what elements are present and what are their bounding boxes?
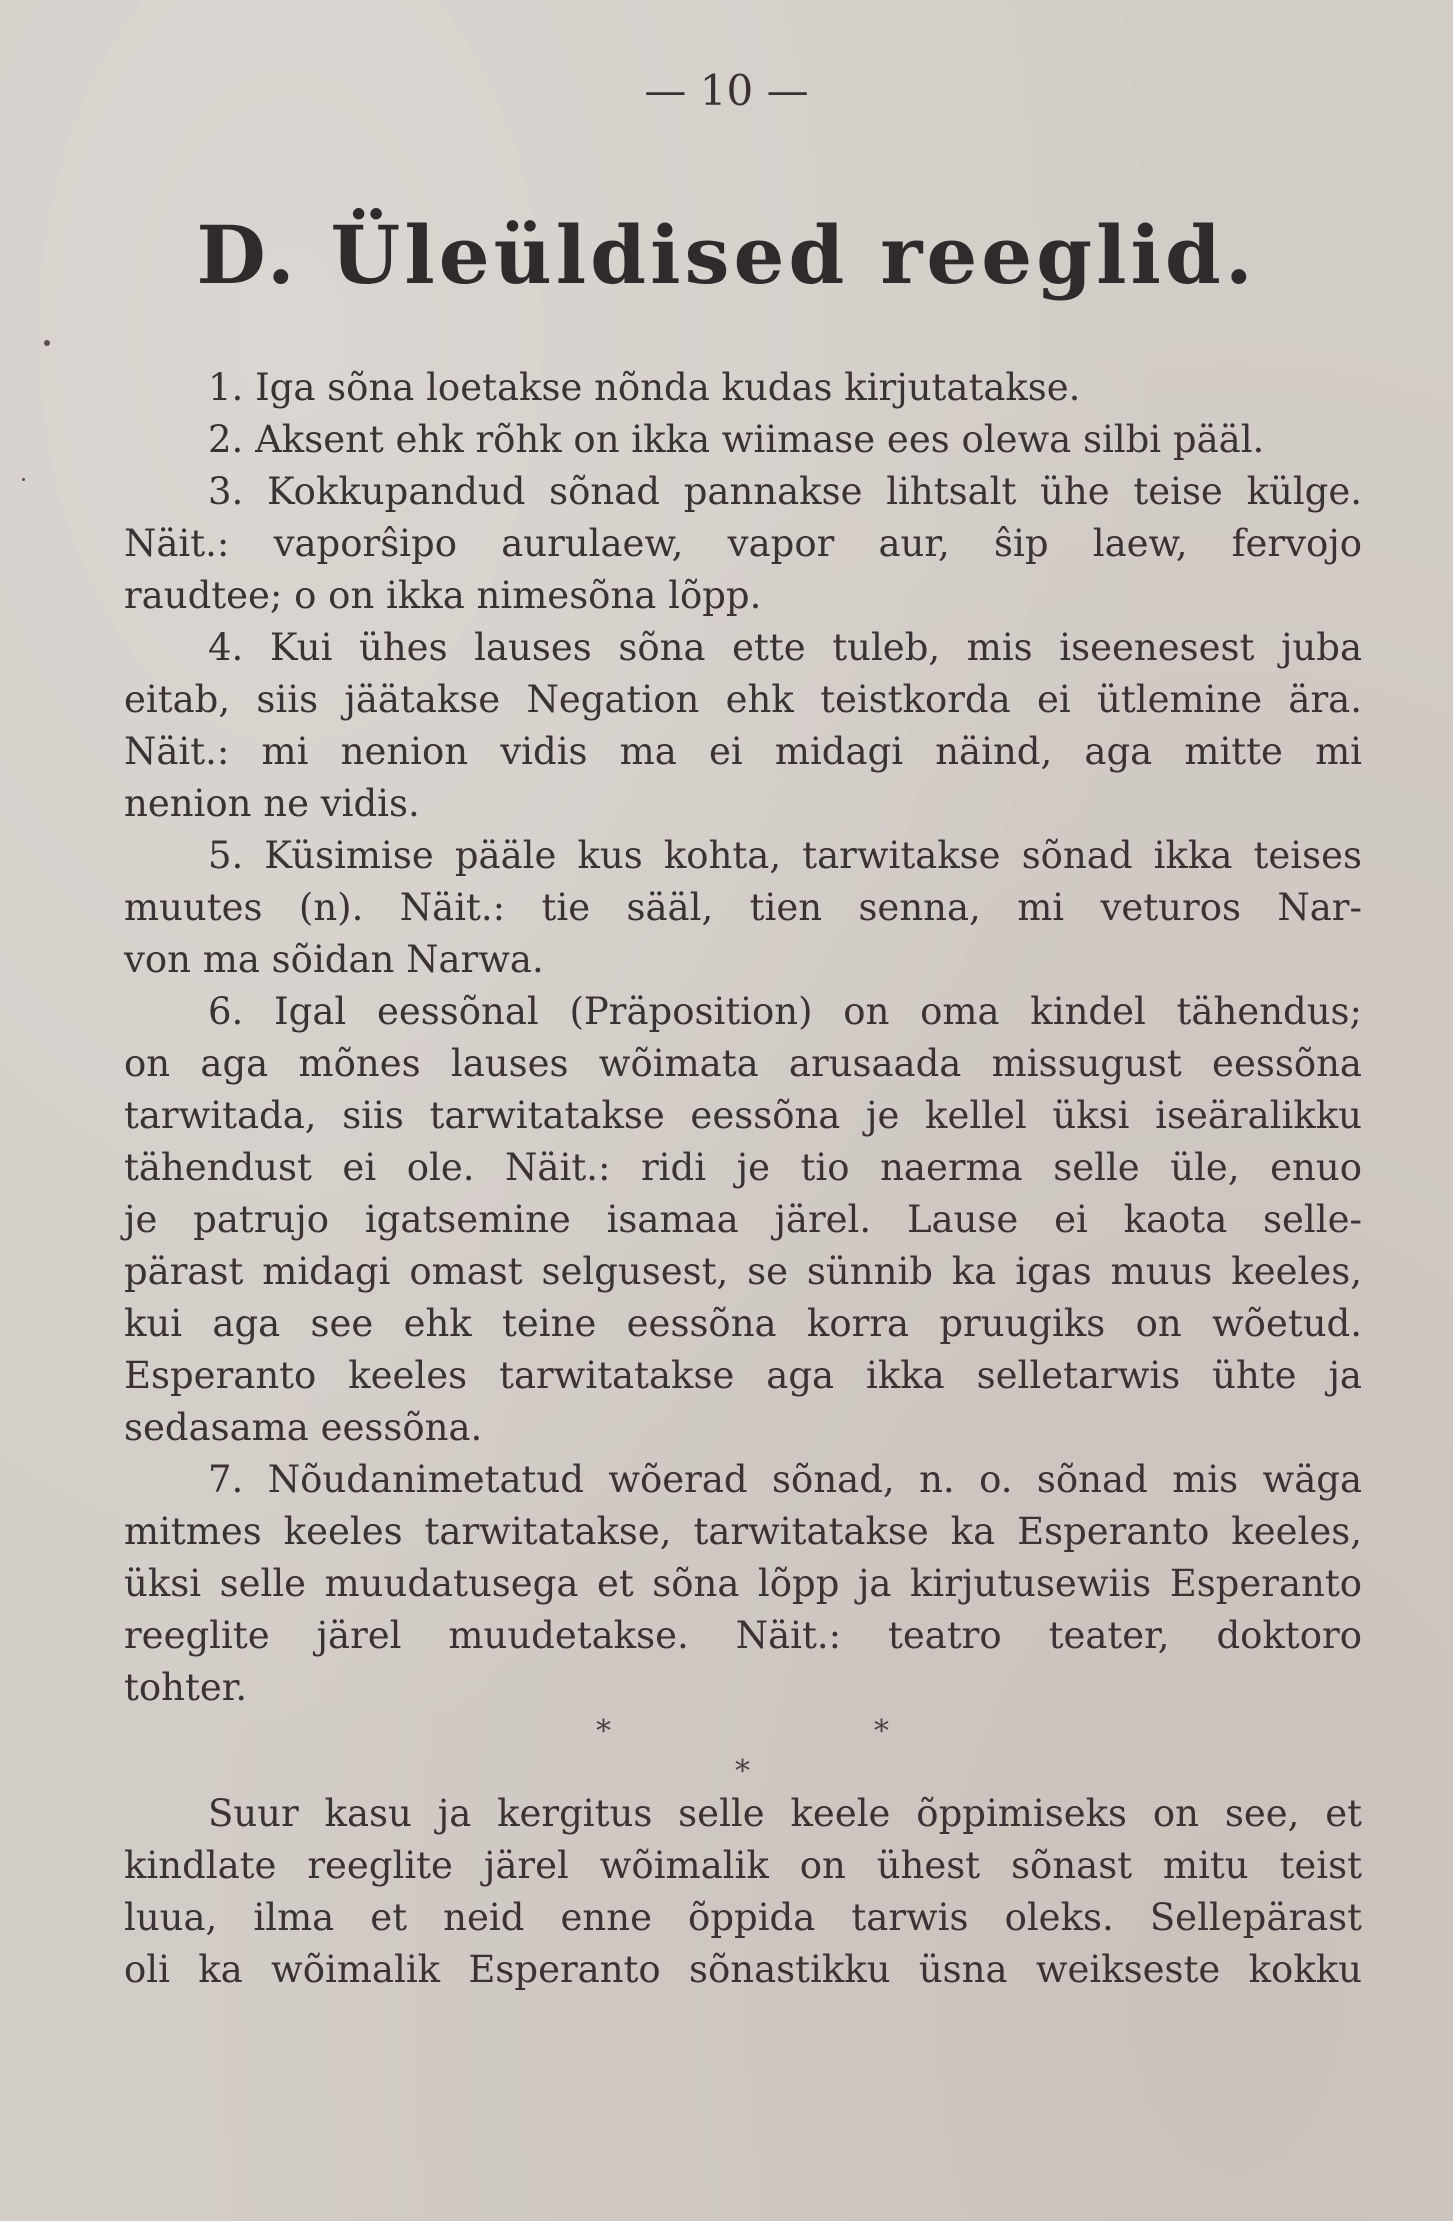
text-line: tohter.: [124, 1666, 248, 1709]
separator-asterisk: *: [596, 1714, 611, 1749]
text-line: nenion ne vidis.: [124, 782, 420, 825]
page-number: — 10 —: [644, 66, 809, 115]
rule-4: [124, 622, 1362, 830]
text-line: 5. Küsimise pääle kus kohta, tarwitakse sõnad ikka teises: [208, 834, 1362, 877]
text-line: eitab, siis jäätakse Negation ehk teistkorda ei ütlemine ära.: [124, 678, 1362, 721]
text-line: kui aga see ehk teine eessõna korra pruugiks on wõetud.: [124, 1302, 1362, 1345]
separator-asterisk: *: [874, 1714, 889, 1749]
text-line: oli ka wõimalik Esperanto sõnastikku üsna weikseste kokku: [124, 1948, 1362, 1991]
rule-1: [124, 362, 1362, 414]
text-line: raudtee; o on ikka nimesõna lõpp.: [124, 574, 762, 617]
text-line: 4. Kui ühes lauses sõna ette tuleb, mis iseenesest juba: [208, 626, 1362, 669]
text-line: 6. Igal eessõnal (Präposition) on oma kindel tähendus;: [208, 990, 1362, 1033]
text-line: 2. Aksent ehk rõhk on ikka wiimase ees olewa silbi pääl.: [208, 418, 1265, 461]
text-line: sedasama eessõna.: [124, 1406, 483, 1449]
text-line: Näit.: vaporŝipo aurulaew, vapor aur, ŝip laew, fervojo: [124, 522, 1362, 565]
text-line: tarwitada, siis tarwitatakse eessõna je kellel üksi iseäralikku: [124, 1094, 1362, 1137]
rule-6: [124, 986, 1362, 1454]
text-line: 7. Nõudanimetatud wõerad sõnad, n. o. sõnad mis wäga: [208, 1458, 1362, 1501]
text-line: pärast midagi omast selgusest, se sünnib ka igas muus keeles,: [124, 1250, 1362, 1293]
text-line: 3. Kokkupandud sõnad pannakse lihtsalt ühe teise külge.: [208, 470, 1362, 513]
text-line: reeglite järel muudetakse. Näit.: teatro teater, doktoro: [124, 1614, 1362, 1657]
rule-3: [124, 466, 1362, 622]
text-line: Suur kasu ja kergitus selle keele õppimiseks on see, et: [208, 1792, 1362, 1835]
text-line: mitmes keeles tarwitatakse, tarwitatakse ka Esperanto keeles,: [124, 1510, 1362, 1553]
paper-speck: [22, 478, 25, 481]
separator-asterisk: *: [735, 1754, 750, 1789]
rule-2: [124, 414, 1362, 466]
paper-speck: [44, 340, 50, 346]
closing-paragraph: [124, 1788, 1362, 1996]
text-line: Esperanto keeles tarwitatakse aga ikka selletarwis ühte ja: [124, 1354, 1362, 1397]
text-line: tähendust ei ole. Näit.: ridi je tio naerma selle üle, enuo: [124, 1146, 1362, 1189]
text-line: 1. Iga sõna loetakse nõnda kudas kirjutatakse.: [208, 366, 1081, 409]
text-line: on aga mõnes lauses wõimata arusaada missugust eessõna: [124, 1042, 1362, 1085]
text-line: üksi selle muudatusega et sõna lõpp ja kirjutusewiis Esperanto: [124, 1562, 1362, 1605]
text-line: Näit.: mi nenion vidis ma ei midagi näind, aga mitte mi: [124, 730, 1362, 773]
text-line: kindlate reeglite järel wõimalik on ühest sõnast mitu teist: [124, 1844, 1362, 1887]
text-line: je patrujo igatsemine isamaa järel. Lause ei kaota selle-: [124, 1198, 1362, 1241]
rule-5: [124, 830, 1362, 986]
text-line: luua, ilma et neid enne õppida tarwis oleks. Sellepärast: [124, 1896, 1362, 1939]
text-line: von ma sõidan Narwa.: [124, 938, 544, 981]
section-heading: D. Üleüldised reeglid.: [196, 208, 1257, 302]
text-line: muutes (n). Näit.: tie sääl, tien senna, mi veturos Nar-: [124, 886, 1362, 929]
rule-7: [124, 1454, 1362, 1714]
